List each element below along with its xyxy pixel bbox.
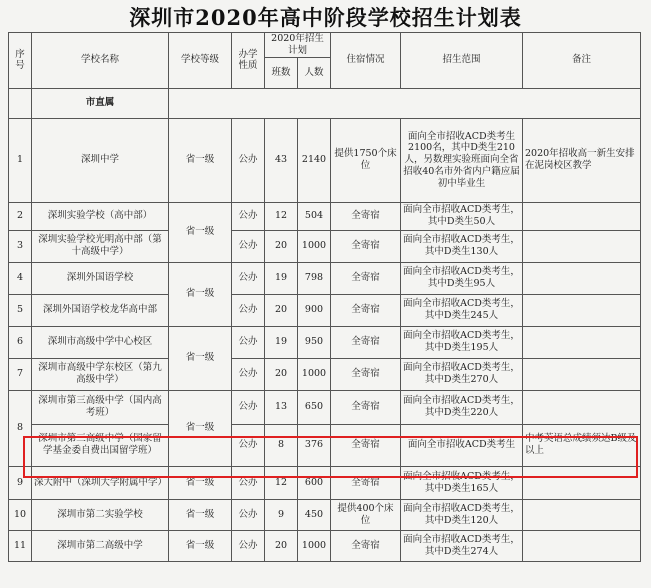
table-row	[9, 202, 641, 230]
row-remarks: 中考英语总成绩须达B级及以上	[523, 424, 641, 466]
table-row	[9, 326, 641, 358]
row-classes: 13	[265, 390, 298, 424]
row-classes: 20	[265, 294, 298, 326]
row-boarding: 全寄宿	[331, 202, 401, 230]
row-remarks	[523, 530, 641, 561]
row-classes: 43	[265, 118, 298, 202]
row-school: 深圳市第三高级中学（国内高考班）	[32, 390, 169, 424]
row-seq: 6	[9, 326, 32, 358]
row-boarding: 全寄宿	[331, 358, 401, 390]
row-school: 深圳市高级中学东校区（第九高级中学）	[32, 358, 169, 390]
row-remarks	[523, 390, 641, 424]
row-level: 省一级	[169, 499, 232, 530]
row-school: 深圳市第三高级中学（国家留学基金委自费出国留学班）	[32, 424, 169, 466]
row-scope: 面向全市招收ACD类考生，其中D类生120人	[401, 499, 523, 530]
table-row	[9, 358, 641, 390]
row-seq: 10	[9, 499, 32, 530]
row-seq: 7	[9, 358, 32, 390]
table-row	[9, 294, 641, 326]
header-people: 人数	[298, 57, 331, 88]
row-school: 深圳市第二实验学校	[32, 499, 169, 530]
row-nature: 公办	[232, 294, 265, 326]
row-seq: 11	[9, 530, 32, 561]
row-remarks	[523, 294, 641, 326]
row-people: 950	[298, 326, 331, 358]
header-nature: 办学性质	[232, 33, 265, 89]
row-seq: 4	[9, 262, 32, 294]
row-classes: 20	[265, 230, 298, 262]
row-school: 深圳实验学校光明高中部（第十高级中学）	[32, 230, 169, 262]
table-row	[9, 390, 641, 424]
row-people: 1000	[298, 230, 331, 262]
row-school: 深圳实验学校（高中部）	[32, 202, 169, 230]
row-people: 450	[298, 499, 331, 530]
header-remarks: 备注	[523, 33, 641, 89]
row-classes: 12	[265, 202, 298, 230]
row-people: 504	[298, 202, 331, 230]
row-people: 900	[298, 294, 331, 326]
row-remarks	[523, 230, 641, 262]
row-seq: 3	[9, 230, 32, 262]
row-level: 省一级	[169, 118, 232, 202]
row-nature: 公办	[232, 262, 265, 294]
row-scope: 面向全市招收ACD类考生，其中D类生270人	[401, 358, 523, 390]
row-people: 600	[298, 466, 331, 499]
row-remarks	[523, 202, 641, 230]
row-school: 深大附中（深圳大学附属中学）	[32, 466, 169, 499]
row-people: 376	[298, 424, 331, 466]
row-remarks	[523, 499, 641, 530]
row-boarding: 全寄宿	[331, 262, 401, 294]
row-seq: 2	[9, 202, 32, 230]
table-row-highlighted	[9, 424, 641, 466]
section-empty	[169, 88, 641, 118]
header-plan: 2020年招生计划	[265, 33, 331, 58]
table-row	[9, 230, 641, 262]
row-people: 1000	[298, 530, 331, 561]
row-scope: 面向全市招收ACD类考生	[401, 424, 523, 466]
row-boarding: 全寄宿	[331, 230, 401, 262]
row-people: 650	[298, 390, 331, 424]
row-scope: 面向全市招收ACD类考生，其中D类生274人	[401, 530, 523, 561]
header-scope: 招生范围	[401, 33, 523, 89]
row-boarding: 全寄宿	[331, 466, 401, 499]
row-remarks	[523, 262, 641, 294]
row-scope: 面向全市招收ACD类考生，其中D类生245人	[401, 294, 523, 326]
row-boarding: 全寄宿	[331, 326, 401, 358]
row-nature: 公办	[232, 466, 265, 499]
row-nature: 公办	[232, 202, 265, 230]
row-level: 省一级	[169, 466, 232, 499]
table-row	[9, 499, 641, 530]
row-school: 深圳中学	[32, 118, 169, 202]
row-seq: 5	[9, 294, 32, 326]
row-scope: 面向全市招收ACD类考生，其中D类生130人	[401, 230, 523, 262]
header-level: 学校等级	[169, 33, 232, 89]
row-boarding: 提供400个床位	[331, 499, 401, 530]
row-remarks	[523, 326, 641, 358]
row-nature: 公办	[232, 390, 265, 424]
row-scope: 面向全市招收ACD类考生，其中D类生165人	[401, 466, 523, 499]
row-people: 798	[298, 262, 331, 294]
row-classes: 12	[265, 466, 298, 499]
row-scope: 面向全市招收ACD类考生，其中D类生220人	[401, 390, 523, 424]
row-nature: 公办	[232, 424, 265, 466]
row-nature: 公办	[232, 326, 265, 358]
row-level: 省一级	[169, 530, 232, 561]
row-nature: 公办	[232, 358, 265, 390]
row-seq: 9	[9, 466, 32, 499]
header-boarding: 住宿情况	[331, 33, 401, 89]
row-seq: 8	[9, 390, 32, 466]
row-boarding: 全寄宿	[331, 294, 401, 326]
row-classes: 20	[265, 530, 298, 561]
row-classes: 9	[265, 499, 298, 530]
header-classes: 班数	[265, 57, 298, 88]
row-level: 省一级	[169, 390, 232, 466]
table-row	[9, 530, 641, 561]
page-title: 深圳市2020年高中阶段学校招生计划表	[129, 5, 522, 30]
row-seq: 1	[9, 118, 32, 202]
row-school: 深圳外国语学校	[32, 262, 169, 294]
row-school: 深圳外国语学校龙华高中部	[32, 294, 169, 326]
row-level: 省一级	[169, 326, 232, 390]
section-row	[9, 88, 641, 118]
row-remarks: 2020年招收高一新生安排在泥岗校区教学	[523, 118, 641, 202]
row-school: 深圳市第二高级中学	[32, 530, 169, 561]
row-boarding: 全寄宿	[331, 390, 401, 424]
row-scope: 面向全市招收ACD类考生，其中D类生95人	[401, 262, 523, 294]
row-scope: 面向全市招收ACD类考生，其中D类生195人	[401, 326, 523, 358]
table-row	[9, 118, 641, 202]
row-classes: 20	[265, 358, 298, 390]
enrollment-plan-table	[8, 32, 641, 562]
row-boarding: 全寄宿	[331, 530, 401, 561]
section-empty	[9, 88, 32, 118]
row-school: 深圳市高级中学中心校区	[32, 326, 169, 358]
table-row	[9, 466, 641, 499]
row-classes: 8	[265, 424, 298, 466]
section-title: 市直属	[32, 88, 169, 118]
row-remarks	[523, 466, 641, 499]
row-scope: 面向全市招收ACD类考生，其中D类生50人	[401, 202, 523, 230]
row-people: 1000	[298, 358, 331, 390]
header-seq: 序号	[9, 33, 32, 89]
row-people: 2140	[298, 118, 331, 202]
row-nature: 公办	[232, 118, 265, 202]
row-boarding: 全寄宿	[331, 424, 401, 466]
row-nature: 公办	[232, 530, 265, 561]
table-row	[9, 262, 641, 294]
row-nature: 公办	[232, 499, 265, 530]
row-classes: 19	[265, 326, 298, 358]
row-classes: 19	[265, 262, 298, 294]
row-level: 省一级	[169, 262, 232, 326]
row-boarding: 提供1750个床位	[331, 118, 401, 202]
header-row	[9, 33, 641, 58]
row-scope: 面向全市招收ACD类考生2100名，其中D类生210人，另数理实验班面向全省招收40名市外省内户籍应届初中毕业生	[401, 118, 523, 202]
row-remarks	[523, 358, 641, 390]
row-nature: 公办	[232, 230, 265, 262]
row-level: 省一级	[169, 202, 232, 262]
header-school: 学校名称	[32, 33, 169, 89]
